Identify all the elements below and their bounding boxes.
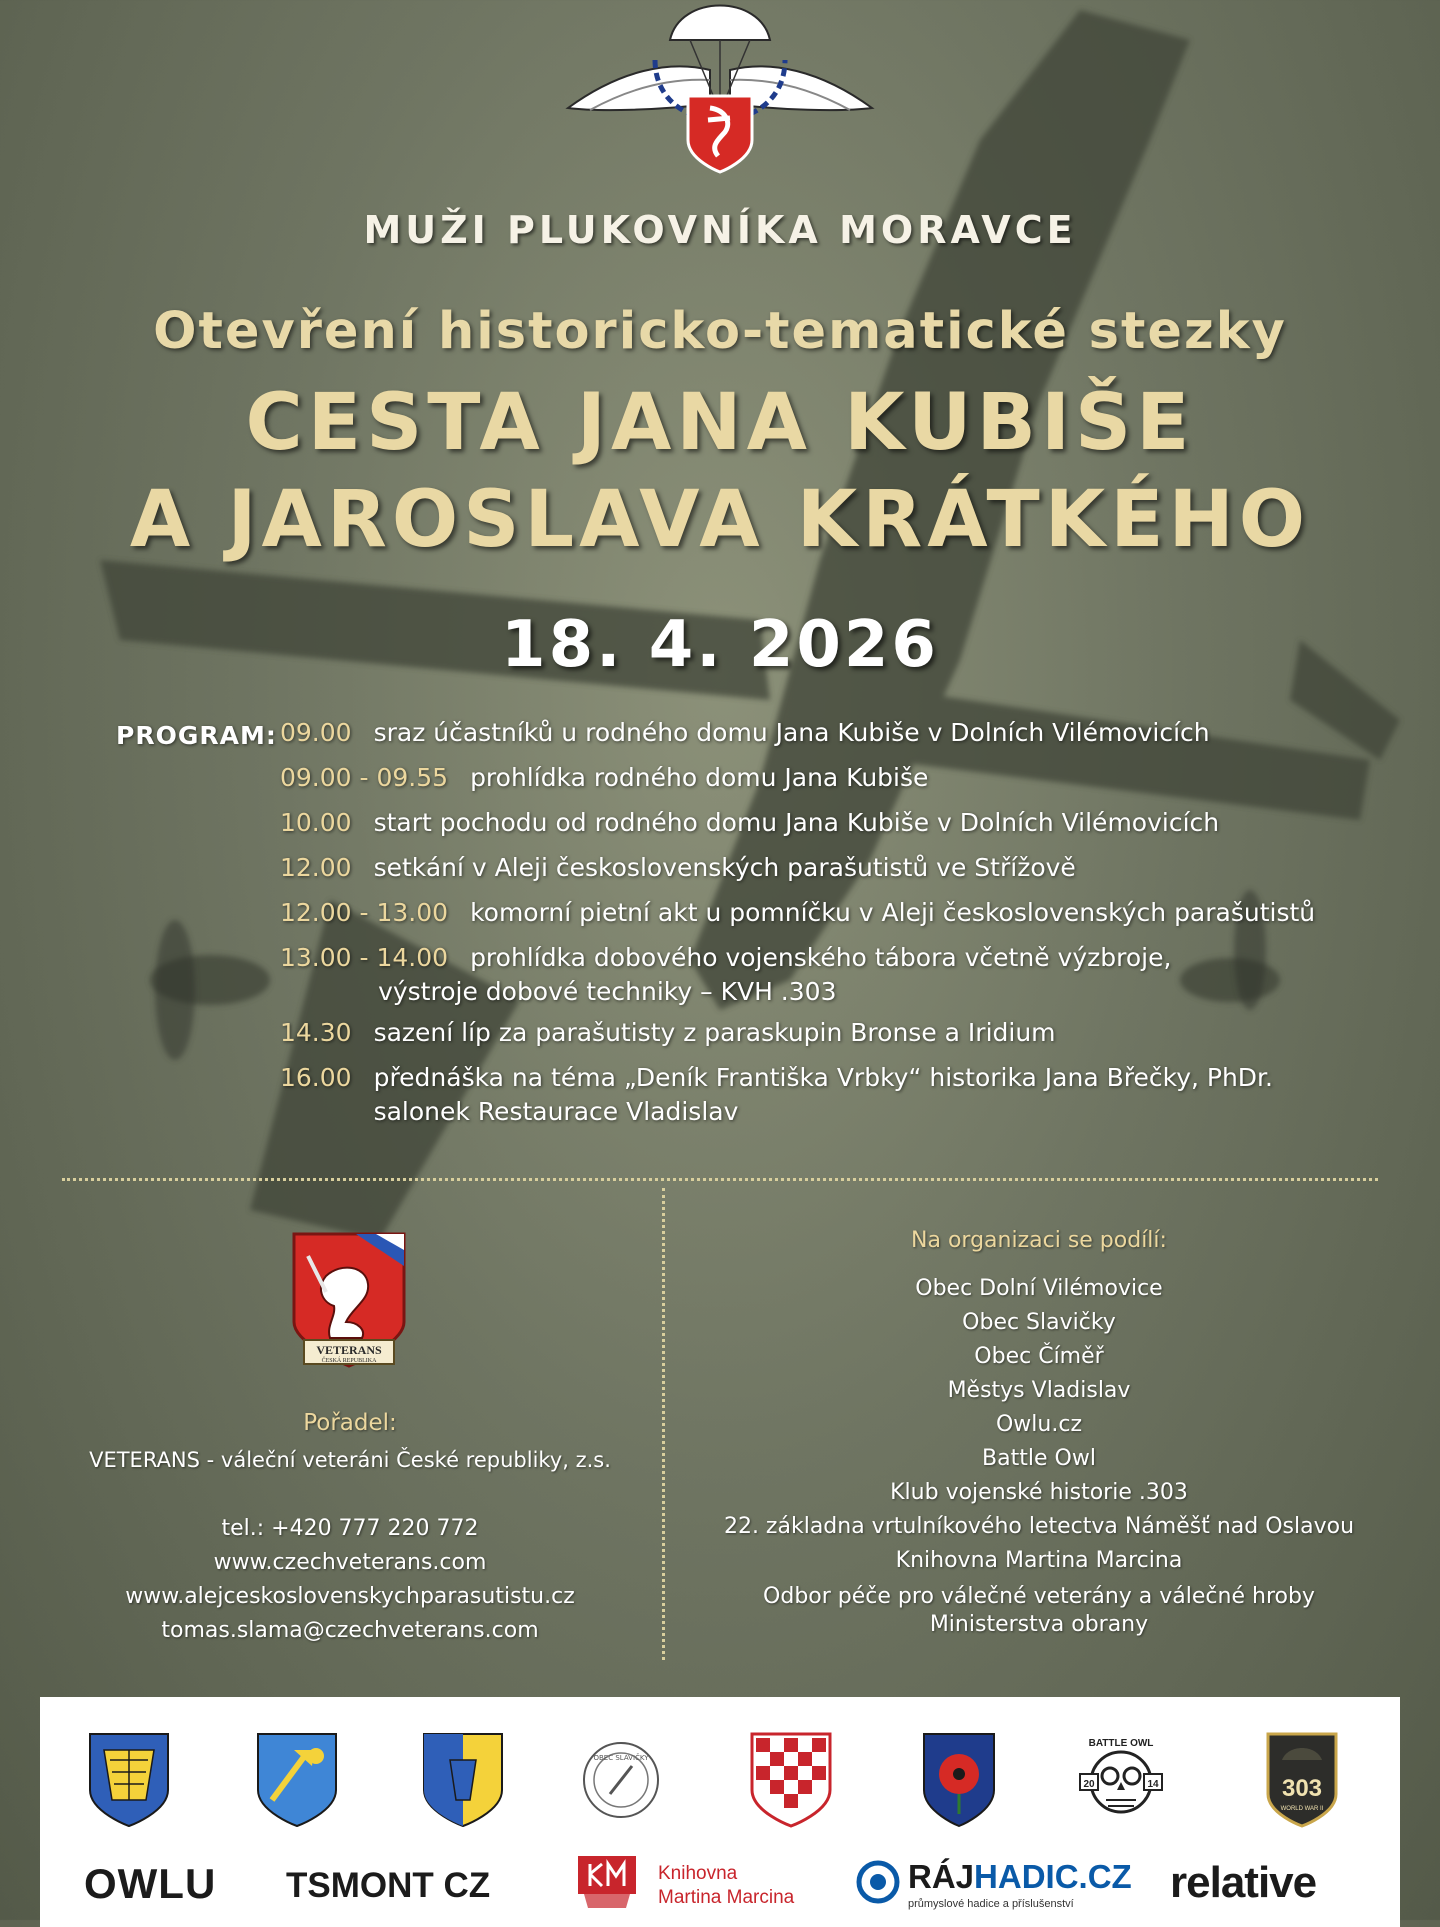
program-description-line-1: prohlídka dobového vojenského tábora včetně výzbroje,: [470, 943, 1172, 972]
program-time: 12.00: [280, 853, 352, 882]
seal-text: OBEC SLAVIČKY: [593, 1754, 649, 1762]
program-time: 14.30: [280, 1018, 352, 1047]
partner-item: Battle Owl: [982, 1446, 1096, 1471]
partner-item: Klub vojenské historie .303: [890, 1480, 1188, 1505]
partner-item: 22. základna vrtulníkového letectva Náměšť nad Oslavou: [723, 1514, 1355, 1539]
program-description: komorní pietní akt u pomníčku v Aleji československých parašutistů: [470, 898, 1316, 927]
horizontal-divider: [62, 1178, 1378, 1181]
veterans-logo: [286, 1226, 412, 1376]
obec-slavicky-seal-icon: [580, 1730, 662, 1830]
program-time: 09.00: [280, 718, 352, 747]
battle-owl-letters: BATTLE OWL: [1088, 1738, 1154, 1749]
kvh-caption: WORLD WAR II: [1280, 1806, 1324, 1812]
battle-owl-year-left: 20: [1083, 1779, 1095, 1790]
event-date: 18. 4. 2026: [501, 608, 939, 682]
rajhadic-part-a: RÁJ: [908, 1858, 975, 1895]
partner-item: Knihovna Martina Marcina: [895, 1548, 1183, 1573]
email-link[interactable]: tomas.slama@czechveterans.com: [161, 1618, 539, 1643]
kvh-number: 303: [1281, 1775, 1323, 1802]
program-description: prohlídka rodného domu Jana Kubiše: [470, 763, 929, 792]
rajhadic-tagline: průmyslové hadice a příslušenství: [908, 1898, 1074, 1910]
slavicky-crest-icon: [254, 1730, 340, 1830]
partners-list: [666, 1272, 1412, 1639]
partner-item: Městys Vladislav: [947, 1378, 1131, 1403]
phone-number: tel.: +420 777 220 772: [221, 1516, 479, 1541]
program-description: setkání v Aleji československých parašutistů ve Střížově: [373, 853, 1076, 882]
program-item: [280, 896, 1410, 930]
program-item: [280, 941, 1410, 1009]
rajhadic-part-b: HADIC.CZ: [974, 1858, 1132, 1895]
tsmont-logo: TSMONT CZ: [286, 1866, 491, 1905]
partner-item: Owlu.cz: [995, 1412, 1082, 1437]
library-text: [658, 1862, 794, 1910]
program-item: [280, 806, 1410, 840]
library-line-2: Martina Marcina: [658, 1887, 795, 1908]
program-time: 12.00 - 13.00: [280, 898, 449, 927]
owlu-logo: OWLU: [84, 1860, 217, 1907]
program-time: 09.00 - 09.55: [280, 763, 449, 792]
library-line-1: Knihovna: [658, 1863, 738, 1884]
organizer-name: VETERANS - váleční veteráni České republiky, z.s.: [89, 1448, 611, 1472]
event-title-line-1: CESTA JANA KUBIŠE: [245, 378, 1195, 468]
program-item: [280, 1016, 1410, 1050]
library-logo-icon: [576, 1852, 638, 1912]
program-description-line-2: salonek Restaurace Vladislav: [373, 1097, 739, 1126]
program-item: [280, 1061, 1410, 1129]
poppy-crest-icon: [916, 1730, 1002, 1830]
program-description: start pochodu od rodného domu Jana Kubiše v Dolních Vilémovicích: [373, 808, 1220, 837]
event-subtitle: Otevření historicko-tematické stezky: [153, 302, 1287, 361]
organizer-contacts: [0, 1512, 700, 1648]
website-link[interactable]: www.czechveterans.com: [213, 1550, 487, 1575]
program-time: 10.00: [280, 808, 352, 837]
vladislav-crest-icon: [748, 1730, 834, 1830]
cimer-crest-icon: [420, 1730, 506, 1830]
rajhadic-target-icon: [856, 1860, 900, 1904]
program-item: [280, 761, 1410, 795]
program-time: 16.00: [280, 1063, 352, 1092]
partner-item: Obec Slavičky: [962, 1310, 1116, 1335]
event-title-line-2: A JAROSLAVA KRÁTKÉHO: [129, 475, 1311, 565]
rajhadic-logo: [908, 1858, 1132, 1896]
program-description-line-2: výstroje dobové techniky – KVH .303: [378, 977, 837, 1006]
program-item: [280, 716, 1410, 750]
veterans-logo-subtext: ČESKÁ REPUBLIKA: [321, 1358, 377, 1364]
program-time: 13.00 - 14.00: [280, 943, 449, 972]
website-link[interactable]: www.alejceskoslovenskychparasutistu.cz: [125, 1584, 575, 1609]
kvh-303-logo-icon: [1262, 1730, 1342, 1830]
program-label: PROGRAM:: [116, 721, 277, 750]
partner-item: Obec Číměř: [974, 1344, 1104, 1369]
battle-owl-year-right: 14: [1147, 1779, 1159, 1790]
program-list: [280, 716, 1410, 1136]
program-item: [280, 851, 1410, 885]
battle-owl-logo-icon: [1076, 1730, 1166, 1830]
partner-item: Ministerstva obrany: [929, 1612, 1149, 1637]
program-description: sazení líp za parašutisty z paraskupin Bronse a Iridium: [373, 1018, 1056, 1047]
veterans-logo-text: VETERANS: [316, 1343, 382, 1357]
partner-item: Odbor péče pro válečné veterány a válečné hroby: [763, 1584, 1315, 1609]
organizer-label: Pořadel:: [303, 1410, 397, 1436]
partner-item: Obec Dolní Vilémovice: [915, 1276, 1163, 1301]
partners-label: Na organizaci se podílí:: [911, 1228, 1167, 1253]
program-description: [374, 1061, 1410, 1129]
dolni-vilemovice-crest-icon: [86, 1730, 172, 1830]
program-description-line-1: přednáška na téma „Deník Františka Vrbky“ historika Jana Břečky, PhDr.: [373, 1063, 1273, 1092]
organization-title: MUŽI PLUKOVNÍKA MORAVCE: [363, 208, 1077, 252]
program-description: [378, 941, 1410, 1009]
paratrooper-emblem: [560, 0, 880, 178]
relative-logo: relative: [1170, 1858, 1317, 1907]
program-description: sraz účastníků u rodného domu Jana Kubiše v Dolních Vilémovicích: [373, 718, 1210, 747]
